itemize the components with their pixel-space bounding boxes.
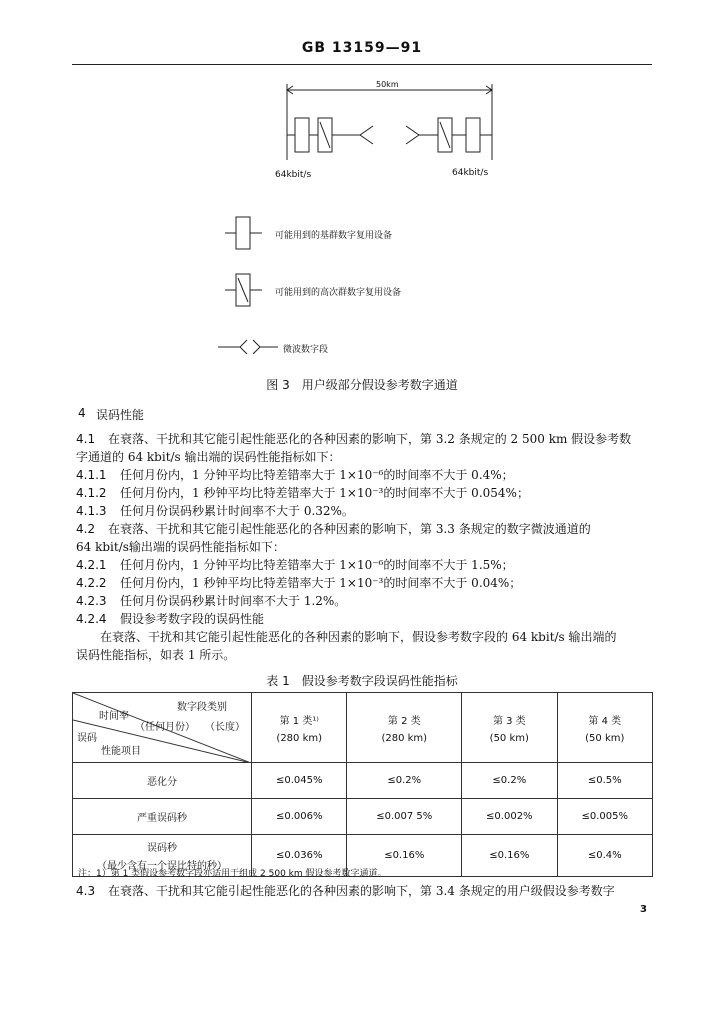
table-caption: 表 1 假设参考数字段误码性能指标: [266, 674, 458, 688]
clause-number: 4.2.4: [76, 612, 107, 626]
right-primary-mux-icon: [466, 118, 480, 152]
paragraph-4-1-3: [76, 502, 656, 520]
paragraph-4-3: [76, 882, 656, 900]
left-primary-mux-icon: [295, 118, 309, 152]
clause-text: 在衰落、干扰和其它能引起性能恶化的各种因素的影响下，第 3.4 条规定的用户级假设参考数字: [108, 884, 615, 898]
legend-microwave-label: 微波数字段: [283, 345, 329, 355]
left-rate-label: 64kbit/s: [275, 170, 312, 180]
column-header-class-4: 第 4 类 (50 km): [557, 693, 652, 763]
row-label: 恶化分: [73, 763, 252, 799]
paragraph-4-2-2: [76, 574, 656, 592]
table-note: 注：1）第 1 类假设参考数字段亦适用于组成 2 500 km 假设参考数字通道。: [78, 869, 387, 879]
clause-number: 4.3: [76, 884, 96, 898]
paragraph-4-2-4-body: [100, 628, 656, 646]
clause-text: 在衰落、干扰和其它能引起性能恶化的各种因素的影响下，第 3.3 条规定的数字微波通道的: [108, 522, 591, 536]
left-microwave-icon: [360, 126, 373, 144]
table-row: [73, 763, 653, 799]
table-cell: ≤0.4%: [557, 835, 652, 877]
clause-text: 假设参考数字段的误码性能: [120, 612, 265, 626]
legend-primary-mux-label: 可能用到的基群数字复用设备: [275, 231, 393, 241]
corner-any-month: （任何月份）: [135, 722, 195, 733]
clause-text: 误码性能指标，如表 1 所示。: [76, 648, 236, 662]
clause-text: 在衰落、干扰和其它能引起性能恶化的各种因素的影响下，假设参考数字段的 64 kbit/s 输出端的: [100, 630, 617, 644]
legend-higher-mux-label: 可能用到的高次群数字复用设备: [275, 288, 402, 298]
corner-error: 误码: [77, 733, 97, 744]
paragraph-4-2-cont: [76, 538, 656, 556]
section-title: 误码性能: [96, 408, 145, 422]
table-cell: ≤0.006%: [252, 799, 347, 835]
table-cell: ≤0.16%: [462, 835, 557, 877]
legend-primary-mux-icon: [236, 217, 250, 249]
clause-number: 4.2.2: [76, 576, 107, 590]
clause-text: 任何月份内，1 秒钟平均比特差错率大于 1×10⁻³的时间率不大于 0.04%；: [120, 576, 522, 590]
corner-time-rate: 时间率: [99, 711, 129, 722]
table-cell: ≤0.16%: [347, 835, 462, 877]
clause-number: 4.2.1: [76, 558, 107, 572]
right-microwave-icon: [406, 126, 419, 144]
corner-category: 数字段类别: [177, 702, 227, 713]
clause-text: 任何月份误码秒累计时间率不大于 0.32%。: [120, 504, 354, 518]
table-cell: ≤0.5%: [557, 763, 652, 799]
clause-text: 字通道的 64 kbit/s 输出端的误码性能指标如下：: [76, 450, 341, 464]
distance-label: 50km: [376, 80, 399, 89]
clause-text: 任何月份内，1 秒钟平均比特差错率大于 1×10⁻³的时间率不大于 0.054%；: [120, 486, 529, 500]
table-cell: ≤0.045%: [252, 763, 347, 799]
table-cell: ≤0.2%: [347, 763, 462, 799]
section-number: 4: [78, 406, 86, 420]
paragraph-4-1: [76, 430, 656, 448]
paragraph-4-2-4: [76, 610, 656, 628]
clause-number: 4.2: [76, 522, 96, 536]
paragraph-4-1-cont: [76, 448, 656, 466]
document-header: GB 13159—91: [301, 40, 423, 56]
column-header-class-3: 第 3 类 (50 km): [462, 693, 557, 763]
corner-length: （长度）: [205, 722, 245, 733]
paragraph-4-1-1: [76, 466, 656, 484]
clause-number: 4.2.3: [76, 594, 107, 608]
figure-3-diagram: [0, 0, 724, 400]
error-performance-table: [72, 692, 653, 877]
clause-text: 64 kbit/s输出端的误码性能指标如下：: [76, 540, 285, 554]
column-header-class-2: 第 2 类 (280 km): [347, 693, 462, 763]
clause-text: 在衰落、干扰和其它能引起性能恶化的各种因素的影响下，第 3.2 条规定的 2 500 km 假设参考数: [108, 432, 632, 446]
column-header-class-1: 第 1 类¹⁾ (280 km): [252, 693, 347, 763]
clause-number: 4.1.3: [76, 504, 107, 518]
clause-text: 任何月份内，1 分钟平均比特差错率大于 1×10⁻⁶的时间率不大于 0.4%；: [120, 468, 514, 482]
paragraph-4-2-1: [76, 556, 656, 574]
paragraph-4-2: [76, 520, 656, 538]
table-cell: ≤0.2%: [462, 763, 557, 799]
paragraph-4-2-3: [76, 592, 656, 610]
table-cell: ≤0.005%: [557, 799, 652, 835]
table-header-row: [73, 693, 653, 763]
row-label: 误码秒 （最少含有一个误比特的秒）: [73, 835, 252, 877]
row-label: 严重误码秒: [73, 799, 252, 835]
clause-number: 4.1: [76, 432, 96, 446]
figure-caption: 图 3 用户级部分假设参考数字通道: [266, 378, 458, 392]
table-cell: ≤0.002%: [462, 799, 557, 835]
clause-number: 4.1.1: [76, 468, 107, 482]
table-cell: ≤0.036%: [252, 835, 347, 877]
corner-perf-item: 性能项目: [101, 746, 141, 757]
clause-text: 任何月份内，1 分钟平均比特差错率大于 1×10⁻⁶的时间率不大于 1.5%；: [120, 558, 514, 572]
table-row: [73, 799, 653, 835]
right-rate-label: 64kbit/s: [452, 168, 489, 178]
paragraph-4-1-2: [76, 484, 656, 502]
clause-text: 任何月份误码秒累计时间率不大于 1.2%。: [120, 594, 347, 608]
legend-microwave-icon: [240, 340, 247, 354]
table-cell: ≤0.007 5%: [347, 799, 462, 835]
clause-number: 4.1.2: [76, 486, 107, 500]
paragraph-4-2-4-cont: [76, 646, 656, 664]
page-number: 3: [640, 904, 647, 915]
table-corner-cell: [73, 693, 252, 763]
